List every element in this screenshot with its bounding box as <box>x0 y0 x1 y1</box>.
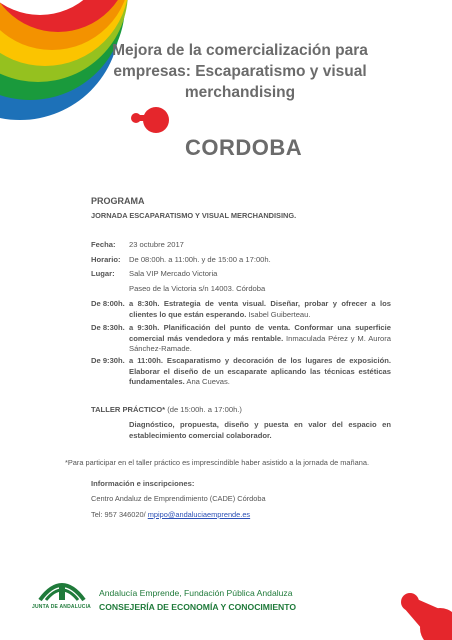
session-3 <box>91 356 391 388</box>
footer-line-1: Andalucía Emprende, Fundación Pública Andaluza <box>99 588 293 598</box>
info-heading: Información e inscripciones: <box>91 479 195 488</box>
info-contact <box>91 510 250 519</box>
document-title <box>100 40 380 103</box>
session-2-time: De 8:30h. <box>91 323 125 332</box>
jornada-heading: JORNADA ESCAPARATISMO Y VISUAL MERCHANDISING. <box>91 211 297 220</box>
fecha-value: 23 octubre 2017 <box>129 240 184 249</box>
session-3-speaker: Ana Cuevas. <box>184 377 230 387</box>
session-3-time: De 9:30h. <box>91 356 125 365</box>
fecha-row <box>91 240 391 249</box>
taller-time: (de 15:00h. a 17:00h.) <box>165 405 242 414</box>
programa-heading: PROGRAMA <box>91 196 145 206</box>
session-1-text: a 8:30h. Estrategia de venta visual. Diseñar, probar y ofrecer a los clientes lo que están esperando. <box>129 299 391 319</box>
horario-row <box>91 255 391 264</box>
session-1 <box>91 299 391 320</box>
taller-body: Diagnóstico, propuesta, diseño y puesta en valor del espacio en establecimiento comercial colaborador. <box>129 420 391 440</box>
lugar-row <box>91 269 391 278</box>
city-heading: CORDOBA <box>185 135 303 160</box>
footer-line-2: CONSEJERÍA DE ECONOMÍA Y CONOCIMIENTO <box>99 602 297 612</box>
session-3-text: a 11:00h. Escaparatismo y decoración de los lugares de exposición. Elaborar el diseño de un escaparate aplicando las técnicas estéticas fundamentales. <box>129 356 391 387</box>
lugar-label: Lugar: <box>91 269 115 278</box>
taller-heading <box>91 405 242 414</box>
title-line-2: empresas: Escaparatismo y visual <box>113 63 367 80</box>
session-2 <box>91 323 391 355</box>
info-center: Centro Andaluz de Emprendimiento (CADE) Córdoba <box>91 494 266 503</box>
junta-logo-text: JUNTA DE ANDALUCIA <box>32 604 91 610</box>
title-line-3: merchandising <box>184 84 296 101</box>
lugar-value: Sala VIP Mercado Victoria <box>129 269 218 278</box>
footnote: *Para participar en el taller práctico es imprescindible haber asistido a la jornada de mañana. <box>65 458 370 467</box>
session-1-speaker: Isabel Guiberteau. <box>246 309 311 319</box>
email-link[interactable]: mpipo@andaluciaemprende.es <box>147 510 251 519</box>
session-1-time: De 8:00h. <box>91 299 125 308</box>
red-dot-decoration <box>128 100 178 140</box>
lugar-address: Paseo de la Victoria s/n 14003. Córdoba <box>129 284 266 293</box>
red-dot-bottom <box>398 590 452 640</box>
horario-value: De 08:00h. a 11:00h. y de 15:00 a 17:00h. <box>129 255 271 264</box>
session-2-text: a 9:30h. Planificación del punto de venta. Conformar una superficie comercial más vendedora y más rentable. <box>129 323 391 343</box>
taller-title: TALLER PRÁCTICO* <box>91 405 166 414</box>
info-tel: Tel: 957 346020/ <box>91 510 146 519</box>
junta-andalucia-logo <box>36 572 88 606</box>
fecha-label: Fecha: <box>91 240 116 249</box>
session-2-speaker: Inmaculada Pérez y M. Aurora Sánchez-Ramade. <box>129 333 391 354</box>
title-line-1: Mejora de la comercialización para <box>112 42 368 59</box>
horario-label: Horario: <box>91 255 121 264</box>
